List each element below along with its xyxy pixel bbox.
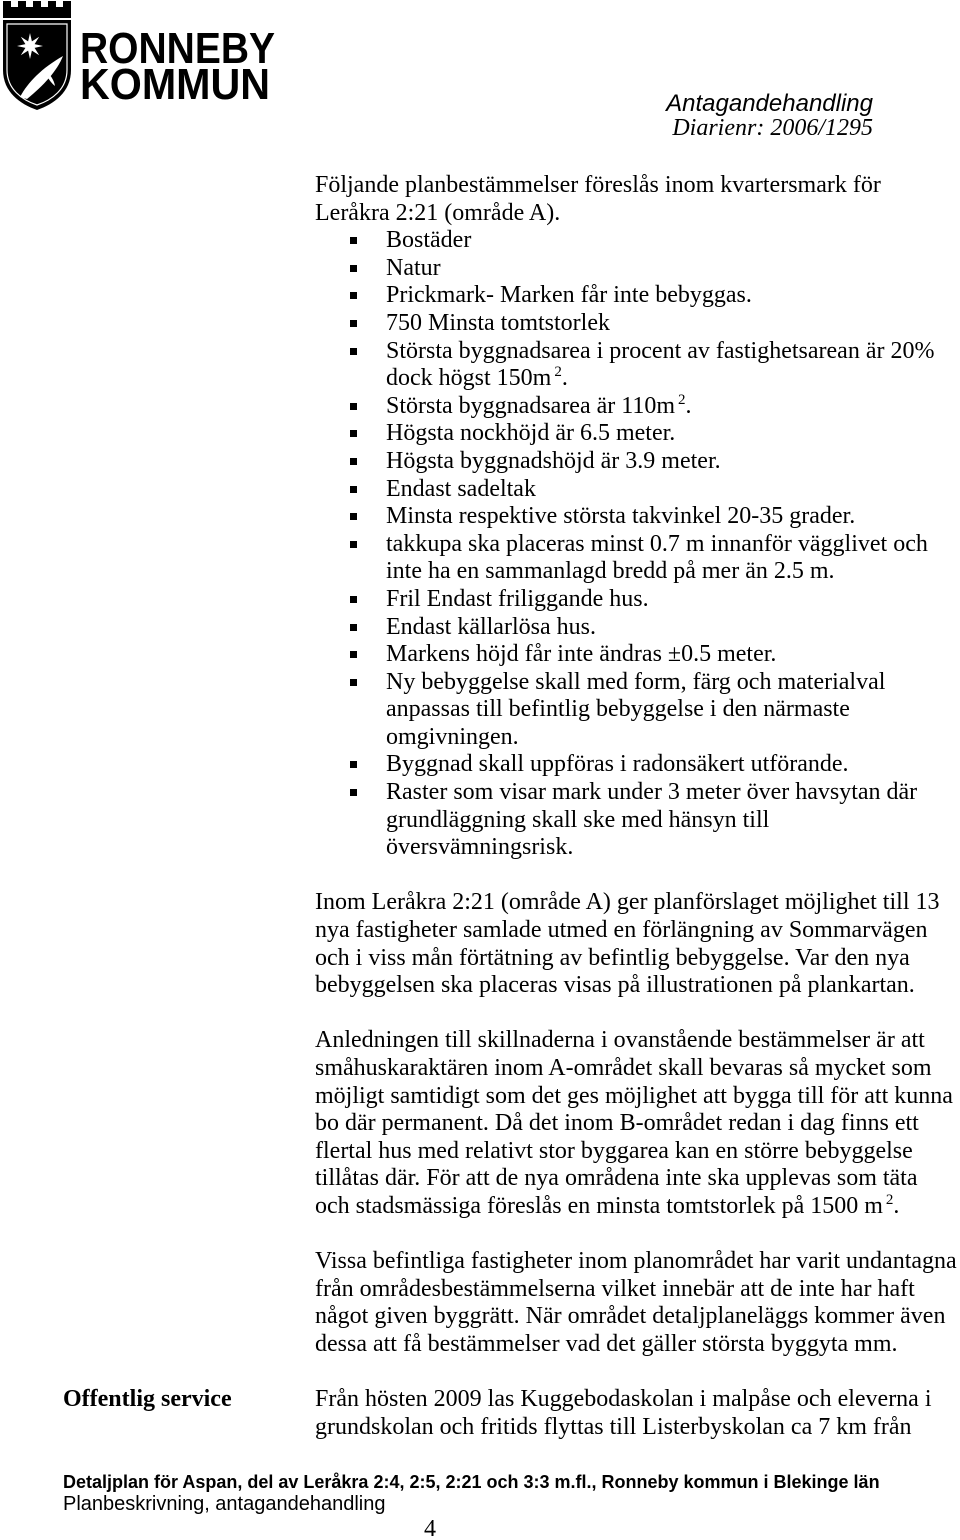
- bullet-item: [315, 531, 957, 586]
- bullet-item: [315, 227, 957, 255]
- bullet-item: [315, 255, 957, 283]
- text-line: [386, 393, 957, 421]
- square-bullet-icon: [350, 430, 357, 437]
- square-bullet-icon: [350, 596, 357, 603]
- text-span: dock högst 150m: [386, 365, 552, 392]
- square-bullet-icon: [350, 348, 357, 355]
- bullet-item: [315, 448, 957, 476]
- text-line: takkupa ska placeras minst 0.7 m innanför vägglivet och: [386, 530, 928, 557]
- bullet-item: [315, 614, 957, 642]
- bullet-item: [315, 751, 957, 779]
- section-heading: Offentlig service: [63, 1386, 232, 1413]
- paragraph: [315, 1248, 957, 1358]
- text-line: [386, 365, 957, 393]
- text-line: småhuskaraktären inom A-området skall bevaras så mycket som: [315, 1055, 932, 1081]
- bullet-item: [315, 586, 957, 614]
- offentlig-service-section: [63, 1386, 957, 1441]
- text-line: Natur: [386, 254, 441, 281]
- square-bullet-icon: [350, 651, 357, 658]
- text-line: inte ha en sammanlagd bredd på mer än 2.5 m.: [386, 558, 835, 585]
- square-bullet-icon: [350, 486, 357, 493]
- text-line: Största byggnadsarea i procent av fastighetsarean är 20%: [386, 337, 935, 364]
- planbestammelser-section: [315, 172, 957, 862]
- bullet-item: [315, 476, 957, 504]
- text-span: .: [561, 365, 568, 392]
- bullet-list: [315, 227, 957, 862]
- text-line: Inom Leråkra 2:21 (område A) ger planförslaget möjlighet till 13: [315, 889, 940, 916]
- text-line: Endast källarlösa hus.: [386, 613, 596, 640]
- text-line: Vissa befintliga fastigheter inom planområdet har varit undantagna: [315, 1248, 957, 1275]
- logo-text-kommun: KOMMUN: [80, 60, 270, 109]
- text-line: dessa att få bestämmelser vad det gäller största byggyta mm.: [315, 1330, 898, 1357]
- text-line: Leråkra 2:21 (område A).: [315, 199, 561, 226]
- square-bullet-icon: [350, 403, 357, 410]
- text-line: grundläggning skall ske med hänsyn till: [386, 806, 770, 833]
- text-line: nya fastigheter samlade utmed en förlängning av Sommarvägen: [315, 917, 928, 944]
- superscript: 2: [554, 364, 562, 381]
- text-line: Bostäder: [386, 227, 472, 254]
- text-line: bebyggelsen ska placeras visas på illustrationen på plankartan.: [315, 972, 915, 999]
- page-number: 4: [424, 1516, 436, 1540]
- text-line: översvämningsrisk.: [386, 834, 574, 861]
- text-line: Anledningen till skillnaderna i ovanstående bestämmelser är att: [315, 1027, 925, 1054]
- superscript: 2: [885, 1191, 894, 1208]
- square-bullet-icon: [350, 679, 357, 686]
- diarienummer: Diarienr: 2006/1295: [672, 115, 873, 141]
- text-line: Fril Endast friliggande hus.: [386, 585, 649, 612]
- text-line: Prickmark- Marken får inte bebyggas.: [386, 282, 752, 309]
- text-line: Högsta byggnadshöjd är 3.9 meter.: [386, 447, 721, 474]
- bullet-item: [315, 641, 957, 669]
- bullet-item: [315, 420, 957, 448]
- square-bullet-icon: [350, 320, 357, 327]
- square-bullet-icon: [350, 292, 357, 299]
- ronneby-kommun-logo: [0, 0, 280, 112]
- bullet-item: [315, 393, 957, 421]
- footer-subtitle: Planbeskrivning, antagandehandling: [63, 1493, 386, 1515]
- square-bullet-icon: [350, 789, 357, 796]
- bullet-item: [315, 779, 957, 862]
- bullet-item: [315, 282, 957, 310]
- text-line: Ny bebyggelse skall med form, färg och materialval: [386, 668, 886, 695]
- logo-text-ronneby: RONNEBY: [80, 24, 275, 73]
- text-line: [315, 1193, 957, 1221]
- text-line: Följande planbestämmelser föreslås inom kvartersmark för: [315, 172, 881, 198]
- bullet-item: [315, 338, 957, 393]
- text-line: möjligt samtidigt som det ges möjlighet att bygga till för att kunna: [315, 1082, 953, 1109]
- text-line: något given byggrätt. När området detaljplaneläggs kommer även: [315, 1303, 946, 1330]
- square-bullet-icon: [350, 237, 357, 244]
- document-status: Antagandehandling: [666, 90, 873, 117]
- footer-title: Detaljplan för Aspan, del av Leråkra 2:4, 2:5, 2:21 och 3:3 m.fl., Ronneby kommun i Blekinge län: [63, 1472, 880, 1492]
- square-bullet-icon: [350, 265, 357, 272]
- text-line: grundskolan och fritids flyttas till Listerbyskolan ca 7 km från: [315, 1413, 912, 1440]
- text-span: Största byggnadsarea är 110m: [386, 392, 676, 419]
- square-bullet-icon: [350, 624, 357, 631]
- square-bullet-icon: [350, 513, 357, 520]
- text-line: och i viss mån förtätning av befintlig bebyggelse. Var den nya: [315, 944, 910, 971]
- text-line: anpassas till befintlig bebyggelse i den närmaste: [386, 696, 850, 723]
- text-line: 750 Minsta tomtstorlek: [386, 309, 610, 336]
- text-line: omgivningen.: [386, 723, 519, 750]
- text-line: Endast sadeltak: [386, 475, 536, 502]
- square-bullet-icon: [350, 761, 357, 768]
- text-line: tillåtas där. För att de nya områdena inte ska upplevas som täta: [315, 1165, 918, 1192]
- text-line: flertal hus med relativt stor byggarea kan en större bebyggelse: [315, 1137, 913, 1164]
- text-span: .: [685, 392, 692, 419]
- superscript: 2: [678, 391, 686, 408]
- paragraph: [315, 889, 957, 999]
- bullet-item: [315, 310, 957, 338]
- text-line: Från hösten 2009 las Kuggebodaskolan i malpåse och eleverna i: [315, 1386, 932, 1413]
- text-span: .: [893, 1192, 900, 1219]
- text-line: Minsta respektive största takvinkel 20-35 grader.: [386, 503, 856, 530]
- text-line: Högsta nockhöjd är 6.5 meter.: [386, 420, 676, 447]
- text-line: bo där permanent. Då det inom B-området redan i dag finns ett: [315, 1110, 919, 1137]
- text-line: från områdesbestämmelserna vilket innebär att de inte har haft: [315, 1275, 915, 1302]
- text-line: Markens höjd får inte ändras ±0.5 meter.: [386, 641, 777, 668]
- paragraph: [315, 1027, 957, 1220]
- body-text: [63, 172, 957, 1441]
- text-line: Raster som visar mark under 3 meter över havsytan där: [386, 779, 918, 806]
- bullet-item: [315, 503, 957, 531]
- square-bullet-icon: [350, 458, 357, 465]
- ronneby-coat-of-arms-icon: [3, 1, 71, 110]
- bullet-item: [315, 669, 957, 752]
- text-line: Byggnad skall uppföras i radonsäkert utförande.: [386, 751, 849, 778]
- text-span: och stadsmässiga föreslås en minsta tomtstorlek på 1500 m: [315, 1192, 883, 1219]
- square-bullet-icon: [350, 541, 357, 548]
